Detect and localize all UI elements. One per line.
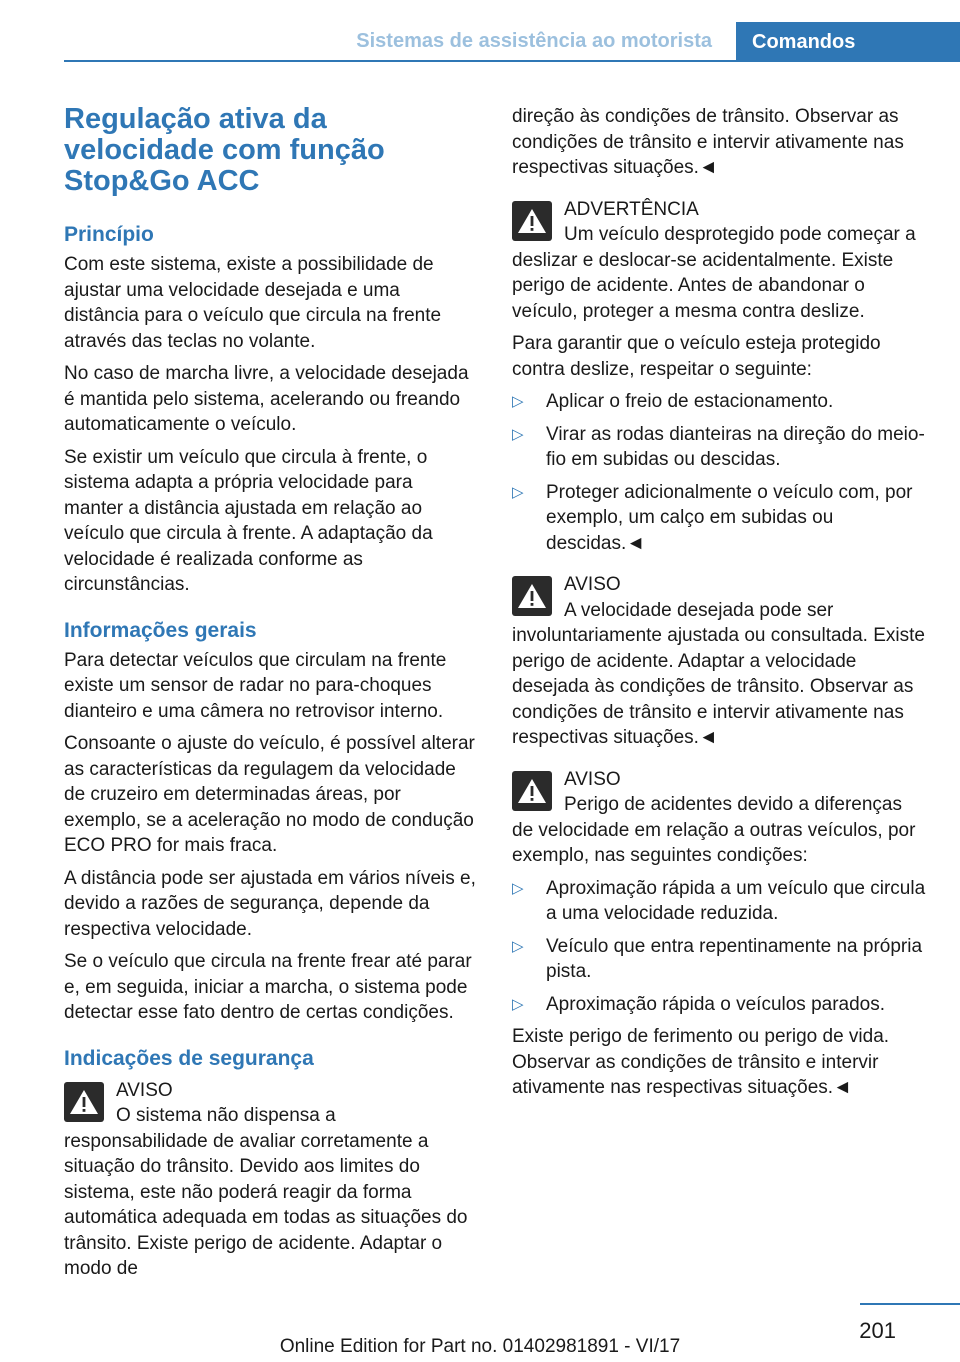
- warning-block: [64, 1078, 476, 1282]
- bullet-list: [512, 876, 926, 1018]
- heading-principle: Princípio: [64, 223, 154, 246]
- list-item: ▷ Aplicar o freio de estacionamento.: [512, 389, 926, 415]
- paragraph: A distância pode ser ajustada em vários níveis e, devido a razões de segurança, depende da respectiva velocidade.: [64, 867, 476, 940]
- bullet-list: [512, 389, 926, 556]
- page-title: Regulação ativa da velocidade com função Stop&Go ACC: [64, 103, 385, 197]
- warning-block: [512, 572, 926, 751]
- list-item: ▷ Veículo que entra repentinamente na própria pista.: [512, 934, 926, 985]
- header-section-title: Sistemas de assistência ao motorista: [356, 30, 712, 52]
- paragraph: Com este sistema, existe a possibilidade de ajustar uma velocidade desejada e uma distância para o veículo que circula na frente através das teclas no volante.: [64, 254, 442, 352]
- paragraph: direção às condições de trânsito. Observar as condições de trânsito e intervir ativamente nas respectivas situações.◄: [512, 106, 904, 178]
- warning-block: [512, 197, 926, 325]
- warning-title: AVISO: [564, 574, 621, 595]
- header-chapter-tab: Comandos: [736, 22, 960, 62]
- paragraph: Consoante o ajuste do veículo, é possível alterar as características da regulagem da velocidade de cruzeiro em determinadas áreas, por exemplo, se a aceleração no modo de condução ECO PRO for mais fraca.: [64, 733, 475, 856]
- paragraph: Se o veículo que circula na frente frear até parar e, em seguida, iniciar a marcha, o sistema pode detectar esse fato dentro de certas condições.: [64, 951, 472, 1023]
- paragraph: Existe perigo de ferimento ou perigo de vida. Observar as condições de trânsito e intervir ativamente nas respectivas situações.◄: [512, 1026, 890, 1098]
- warning-title: ADVERTÊNCIA: [564, 198, 699, 220]
- warning-block: [512, 767, 926, 869]
- footer-edition-text: Online Edition for Part no. 01402981891 - VI/17: [279, 1336, 681, 1357]
- heading-general-info: Informações gerais: [64, 618, 257, 642]
- warning-icon: [512, 576, 552, 616]
- warning-icon: [512, 771, 552, 811]
- warning-text: A velocidade desejada pode ser involuntariamente ajustada ou consultada. Existe perigo de acidente. Adaptar a velocidade desejada às condições de trânsito. Observar as condições de trânsito e intervir ativamente nas respectivas situações.◄: [512, 599, 925, 748]
- warning-icon: [64, 1082, 104, 1122]
- list-item: ▷ Virar as rodas dianteiras na direção do meio-fio em subidas ou descidas.: [512, 422, 926, 473]
- right-column: [512, 104, 926, 1108]
- header-rule: [64, 60, 960, 62]
- list-item: ▷ Proteger adicionalmente o veículo com, por exemplo, um calço em subidas ou descidas.◄: [512, 480, 926, 557]
- paragraph: Se existir um veículo que circula à frente, o sistema adapta a própria velocidade para manter a distância ajustada em relação ao veículo que circula à frente. A adaptação da velocidade é realizada conforme as circunstâncias.: [64, 446, 433, 595]
- list-item: ▷ Aproximação rápida o veículos parados.: [512, 992, 926, 1018]
- paragraph: Para detectar veículos que circulam na frente existe um sensor de radar no para-choques dianteiro e uma câmera no retrovisor interno.: [64, 649, 447, 722]
- warning-title: AVISO: [116, 1079, 173, 1101]
- footer-rule: [860, 1303, 960, 1305]
- paragraph: No caso de marcha livre, a velocidade desejada é mantida pelo sistema, acelerando ou freando automaticamente o veículo.: [64, 363, 469, 435]
- list-item: ▷ Aproximação rápida a um veículo que circula a uma velocidade reduzida.: [512, 876, 926, 927]
- warning-text: O sistema não dispensa a responsabilidade de avaliar corretamente a situação do trânsito. Devido aos limites do sistema, este não poderá reagir da forma automática adequada em todas as situações do trânsito. Existe perigo de acidente. Adaptar o modo de: [64, 1105, 468, 1279]
- warning-title: AVISO: [564, 768, 621, 790]
- page-number: 201: [859, 1318, 896, 1343]
- paragraph: Para garantir que o veículo esteja protegido contra deslize, respeitar o seguinte:: [512, 333, 881, 380]
- warning-text: Perigo de acidentes devido a diferenças de velocidade em relação a outras veículos, por exemplo, nas seguintes condições:: [512, 794, 916, 866]
- heading-safety: Indicações de segurança: [64, 1046, 314, 1070]
- left-column: [64, 222, 476, 1289]
- warning-text: Um veículo desprotegido pode começar a deslizar e deslocar-se acidentalmente. Existe perigo de acidente. Antes de abandonar o veículo, proteger a mesma contra deslize.: [512, 224, 916, 322]
- warning-icon: [512, 201, 552, 241]
